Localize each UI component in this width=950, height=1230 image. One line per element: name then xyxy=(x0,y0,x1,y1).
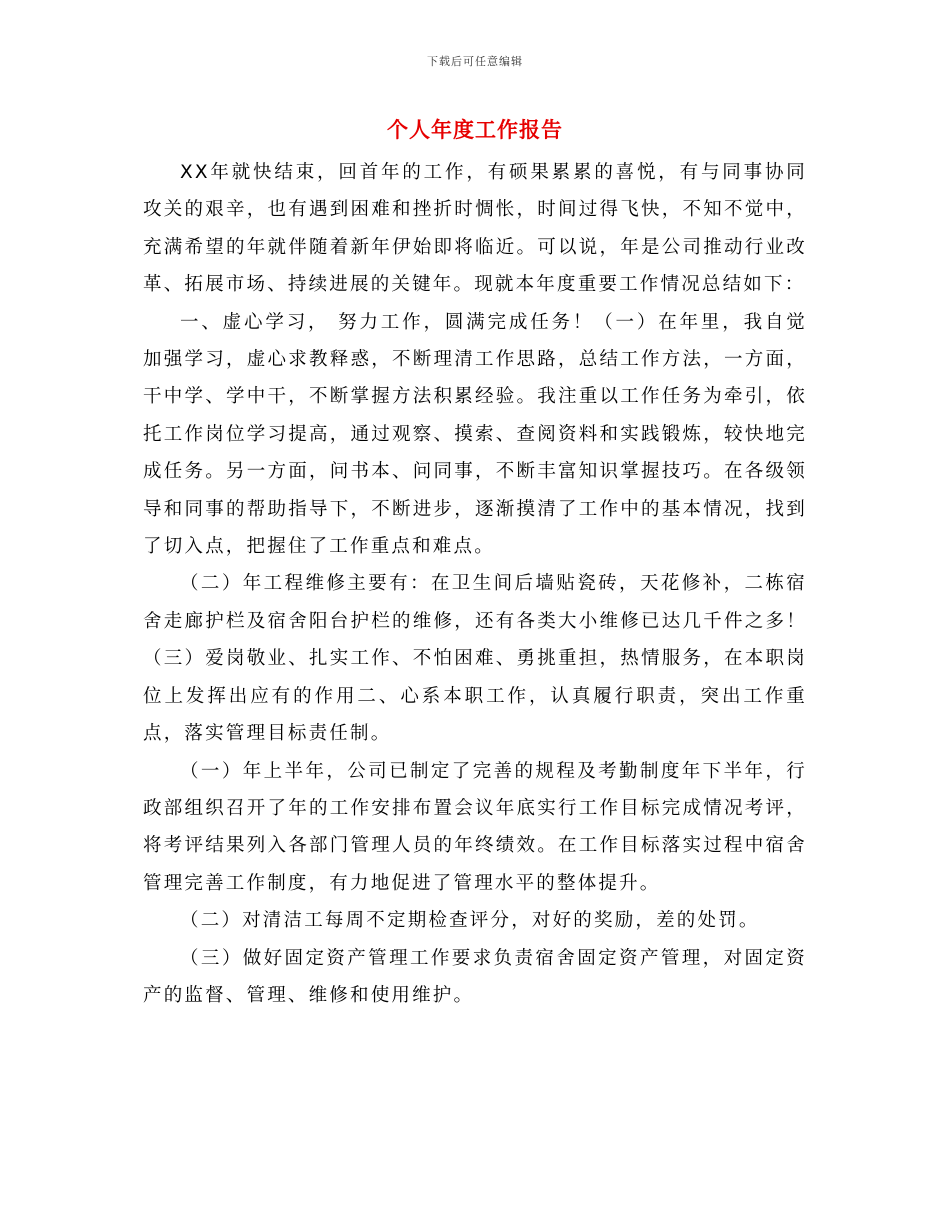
paragraph-section-2-1: （一）年上半年，公司已制定了完善的规程及考勤制度年下半年，行政部组织召开了年的工作安排布置会议年底实行工作目标完成情况考评，将考评结果列入各部门管理人员的年终绩效。在工作目标落实过程中宿舍管理完善工作制度，有力地促进了管理水平的整体提升。 xyxy=(143,760,807,894)
paragraph-intro: XX年就快结束，回首年的工作，有硕果累累的喜悦，有与同事协同攻关的艰辛，也有遇到困难和挫折时惆怅，时间过得飞快，不知不觉中，充满希望的年就伴随着新年伊始即将临近。可以说，年是公司推动行业改革、拓展市场、持续进展的关键年。现就本年度重要工作情况总结如下： xyxy=(143,162,807,296)
document-body xyxy=(143,154,807,1014)
paragraph-section-2-2: （二）对清洁工每周不定期检查评分，对好的奖励，差的处罚。 xyxy=(180,910,760,932)
paragraph-section-1-2: （二）年工程维修主要有：在卫生间后墙贴瓷砖，天花修补，二栋宿舍走廊护栏及宿舍阳台护栏的维修，还有各类大小维修已达几千件之多！（三）爱岗敬业、扎实工作、不怕困难、勇挑重担，热情服务，在本职岗位上发挥出应有的作用二、心系本职工作，认真履行职责，突出工作重点，落实管理目标责任制。 xyxy=(143,573,807,745)
document-title: 个人年度工作报告 xyxy=(387,118,563,142)
paragraph-section-1: 一、虚心学习， 努力工作，圆满完成任务！（一）在年里，我自觉加强学习，虚心求教释惑，不断理清工作思路，总结工作方法，一方面，干中学、学中干，不断掌握方法积累经验。我注重以工作任务为牵引，依托工作岗位学习提高，通过观察、摸索、查阅资料和实践锻炼，较快地完成任务。另一方面，问书本、问同事，不断丰富知识掌握技巧。在各级领导和同事的帮助指导下，不断进步，逐渐摸清了工作中的基本情况，找到了切入点，把握住了工作重点和难点。 xyxy=(143,311,807,558)
paragraph-section-2-3: （三）做好固定资产管理工作要求负责宿舍固定资产管理，对固定资产的监督、管理、维修和使用维护。 xyxy=(143,947,807,1006)
header-note: 下载后可任意编辑 xyxy=(427,55,523,68)
